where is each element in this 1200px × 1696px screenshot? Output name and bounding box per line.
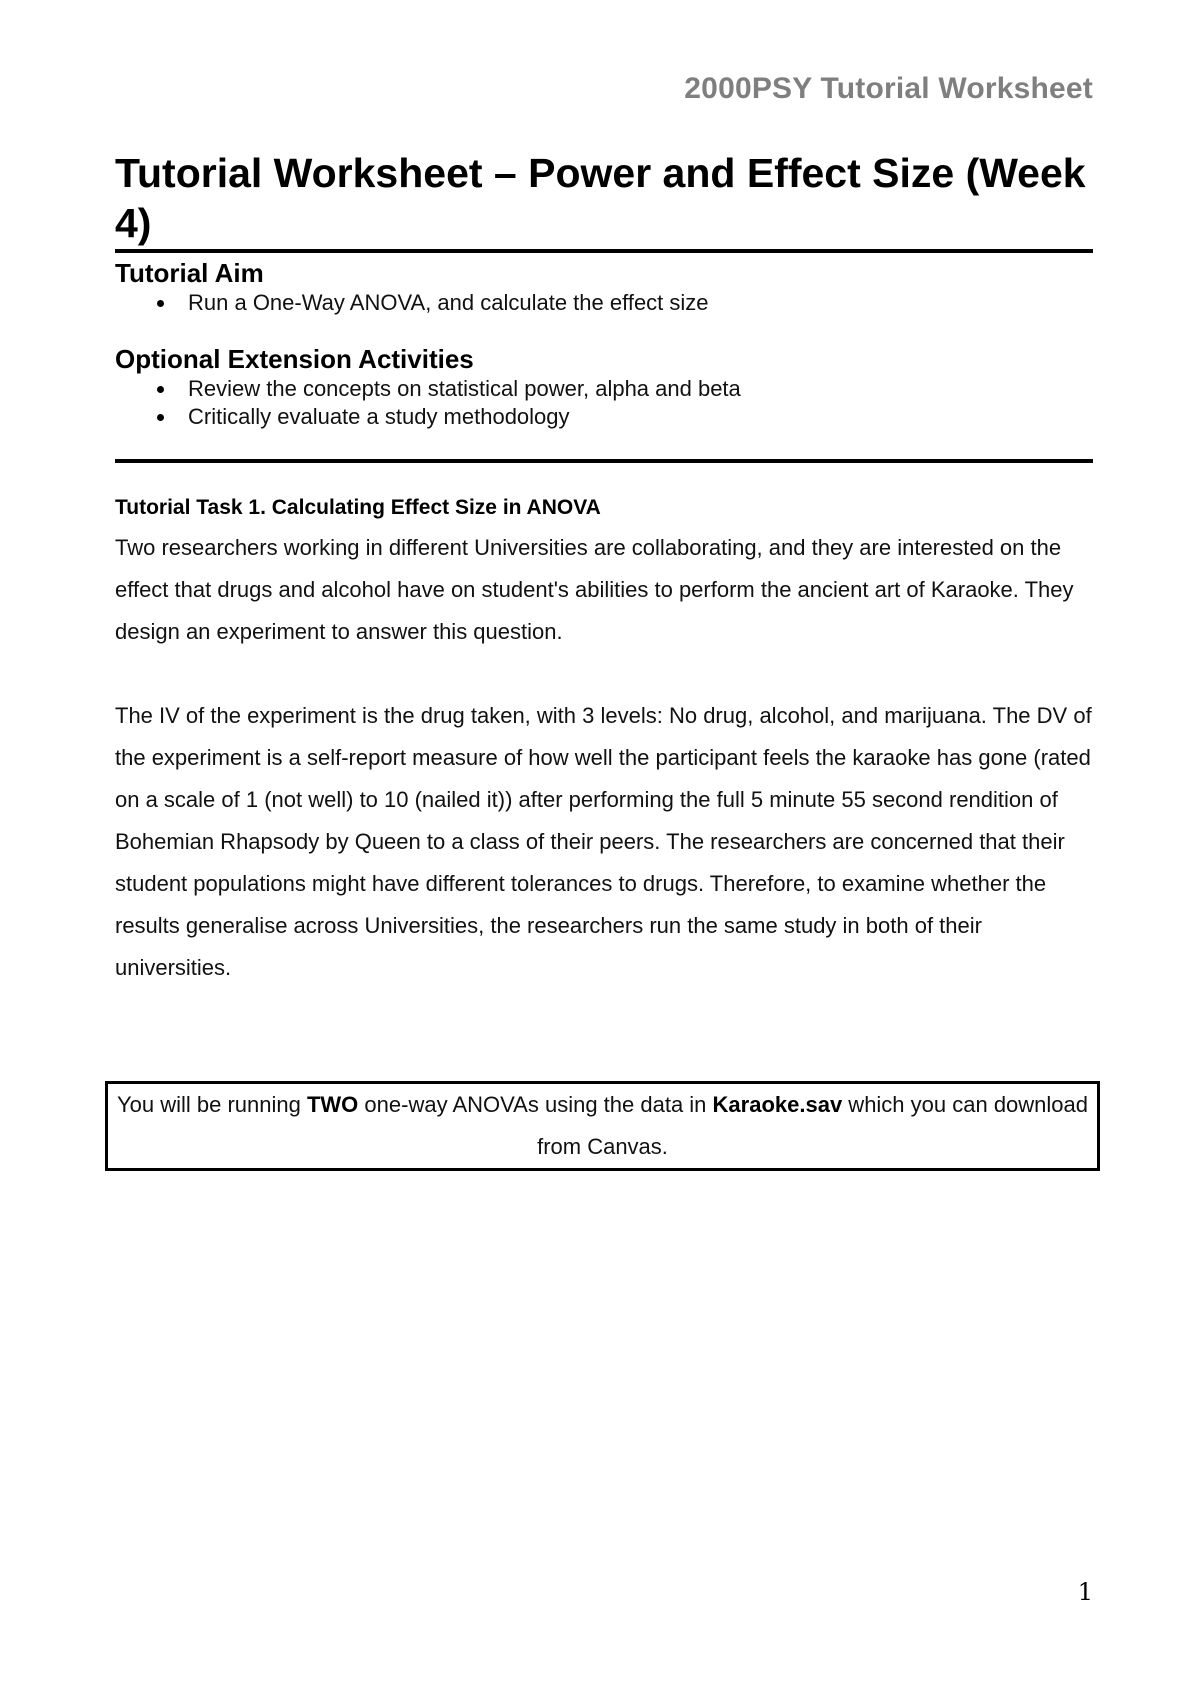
tutorial-aim-list <box>115 289 1093 317</box>
task1-paragraph-1: Two researchers working in different Universities are collaborating, and they are interested on the effect that drugs and alcohol have on student's abilities to perform the ancient art of Karaoke. They design an experiment to answer this question. <box>115 535 1074 644</box>
task1-paragraph-2: The IV of the experiment is the drug taken, with 3 levels: No drug, alcohol, and marijuana. The DV of the experiment is a self-report measure of how well the participant feels the karaoke has gone (rated on a scale of 1 (not well) to 10 (nailed it)) after performing the full 5 minute 55 second rendition of Bohemian Rhapsody by Queen to a class of their peers. The researchers are concerned that their student populations might have different tolerances to drugs. Therefore, to examine whether the results generalise across Universities, the researchers run the same study in both of their universities. <box>115 703 1092 980</box>
bullet-icon <box>157 414 164 421</box>
task1-heading: Tutorial Task 1. Calculating Effect Size in ANOVA <box>115 496 601 519</box>
page-number: 1 <box>1077 1578 1093 1606</box>
document-title: Tutorial Worksheet – Power and Effect Size (Week 4) <box>115 148 1093 253</box>
bullet-icon <box>157 300 164 307</box>
tutorial-aim-heading: Tutorial Aim <box>115 258 264 288</box>
running-header-title: 2000PSY Tutorial Worksheet <box>684 72 1093 105</box>
list-item <box>115 289 1093 317</box>
extension-activities-heading: Optional Extension Activities <box>115 344 474 374</box>
data-file-note-box <box>105 1081 1100 1171</box>
list-item-text: Critically evaluate a study methodology <box>188 404 570 429</box>
document-content <box>115 148 1093 989</box>
list-item <box>115 375 1093 403</box>
list-item <box>115 403 1093 431</box>
note-text-part-1: You will be running <box>116 1092 307 1117</box>
note-data-filename: Karaoke.sav <box>712 1092 843 1117</box>
list-item-text: Run a One-Way ANOVA, and calculate the effect size <box>188 290 709 315</box>
extension-activities-list <box>115 375 1093 431</box>
note-emphasis-two: TWO <box>306 1092 359 1117</box>
note-text-part-3: which you can download from Canvas. <box>537 1092 1089 1159</box>
section-divider <box>115 459 1093 463</box>
list-item-text: Review the concepts on statistical power, alpha and beta <box>188 376 741 401</box>
bullet-icon <box>157 386 164 393</box>
note-text-part-2: one-way ANOVAs using the data in <box>358 1092 713 1117</box>
